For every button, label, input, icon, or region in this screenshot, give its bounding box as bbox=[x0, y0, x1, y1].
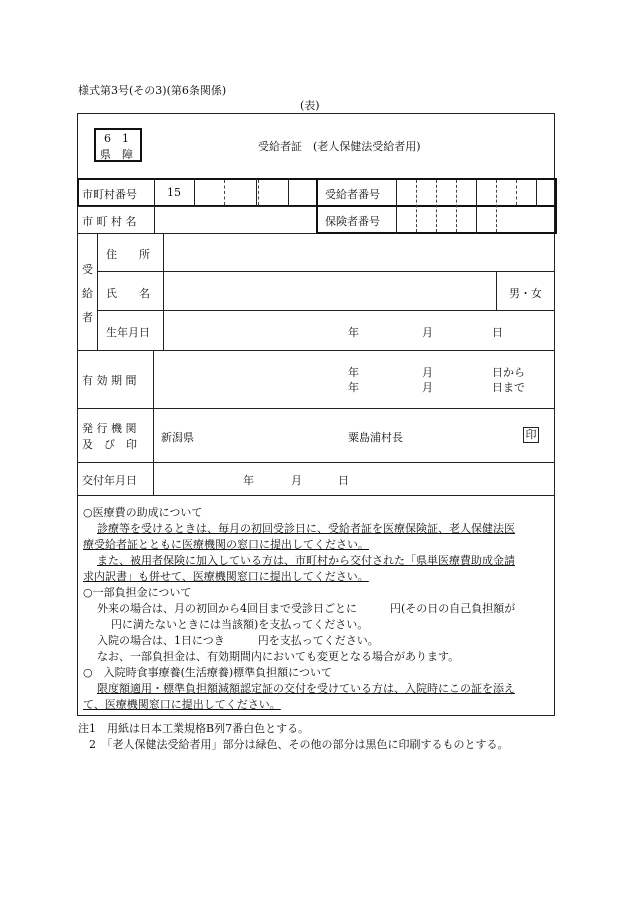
municipality-no-label: 市町村番号 bbox=[82, 188, 137, 201]
note-line: て、医療機関窓口に提出してください。 bbox=[83, 698, 281, 711]
issue-day: 日 bbox=[338, 474, 349, 487]
note-line: 入院の場合は、1日につき 円を支払ってください。 bbox=[97, 634, 379, 647]
divider bbox=[194, 178, 195, 207]
issue-month: 月 bbox=[291, 474, 302, 487]
valid-until-month: 月 bbox=[422, 381, 433, 394]
divider bbox=[476, 178, 477, 234]
note-line: 求内訳書」も併せて、医療機関窓口に提出してください。 bbox=[83, 570, 369, 583]
divider bbox=[97, 233, 98, 350]
birth-day: 日 bbox=[492, 326, 503, 339]
rule bbox=[97, 310, 555, 311]
birth-label: 生年月日 bbox=[106, 326, 150, 339]
note-line: 診療等を受けるときは、毎月の初回受診日に、受給者証を医療保険証、老人保健法医 bbox=[97, 522, 515, 535]
issuer-mayor: 粟島浦村長 bbox=[348, 431, 403, 444]
valid-from-year: 年 bbox=[348, 366, 359, 379]
note-line: ○ 入院時食事療養(生活療養)標準負担額について bbox=[83, 666, 332, 679]
code-line-1: 6 1 bbox=[104, 132, 129, 145]
recipient-label: 受 給 者 bbox=[82, 263, 93, 324]
sex-field: 男・女 bbox=[509, 287, 542, 300]
divider bbox=[516, 180, 517, 205]
face-label: (表) bbox=[300, 99, 320, 112]
valid-from-month: 月 bbox=[422, 366, 433, 379]
municipality-no-value: 15 bbox=[167, 186, 181, 199]
note-line: 療受給者証とともに医療機関の窓口に提出してください。 bbox=[83, 538, 369, 551]
notes-block bbox=[83, 505, 553, 713]
validity-label: 有 効 期 間 bbox=[82, 374, 137, 387]
issuer-label-1: 発 行 機 関 bbox=[82, 422, 137, 435]
rule bbox=[77, 462, 555, 463]
rule bbox=[97, 271, 555, 272]
divider bbox=[154, 178, 155, 234]
divider bbox=[436, 180, 437, 232]
note-line: また、被用者保険に加入している方は、市町村から交付された「県単医療費助成金請 bbox=[97, 554, 515, 567]
birth-year: 年 bbox=[348, 326, 359, 339]
footnote-2: 2 「老人保健法受給者用」部分は緑色、その他の部分は黒色に印刷するものとする。 bbox=[78, 738, 509, 751]
divider bbox=[536, 178, 537, 207]
valid-until-day: 日まで bbox=[492, 381, 525, 394]
divider bbox=[288, 178, 289, 207]
divider bbox=[163, 233, 164, 350]
municipality-name-label: 市 町 村 名 bbox=[82, 215, 137, 228]
divider bbox=[396, 178, 397, 234]
divider bbox=[256, 178, 257, 207]
divider bbox=[153, 350, 154, 495]
divider bbox=[456, 180, 457, 232]
birth-month: 月 bbox=[422, 326, 433, 339]
issue-date-label: 交付年月日 bbox=[82, 474, 137, 487]
footnote-1: 注1 用紙は日本工業規格B列7番白色とする。 bbox=[78, 722, 310, 735]
name-label: 氏 名 bbox=[106, 287, 150, 300]
valid-from-day: 日から bbox=[492, 366, 525, 379]
divider bbox=[496, 271, 497, 310]
note-line: 限度額適用・標準負担額減額認定証の交付を受けている方は、入院時にこの証を添え bbox=[97, 682, 515, 695]
issue-year: 年 bbox=[243, 474, 254, 487]
rule bbox=[77, 495, 555, 496]
note-line: 円に満たないときには当該額)を支払ってください。 bbox=[111, 618, 369, 631]
form-number: 様式第3号(その3)(第6条関係) bbox=[78, 84, 227, 97]
rule bbox=[77, 206, 317, 207]
divider bbox=[416, 180, 417, 232]
insurer-no-label: 保険者番号 bbox=[325, 215, 380, 228]
note-line: ○医療費の助成について bbox=[83, 506, 203, 519]
recipient-no-label: 受給者番号 bbox=[325, 188, 380, 201]
divider bbox=[224, 180, 225, 205]
issuer-prefecture: 新潟県 bbox=[161, 431, 194, 444]
code-line-2: 県 障 bbox=[100, 148, 133, 161]
certificate-title: 受給者証 (老人保健法受給者用) bbox=[258, 140, 421, 153]
note-line: なお、一部負担金は、有効期間内においても変更となる場合があります。 bbox=[97, 650, 460, 663]
note-line: 外来の場合は、月の初回から4回目まで受診日ごとに 円(その日の自己負担額が bbox=[97, 602, 516, 615]
valid-until-year: 年 bbox=[348, 381, 359, 394]
address-label: 住 所 bbox=[106, 248, 150, 261]
seal-mark: 印 bbox=[523, 427, 539, 443]
rule bbox=[77, 350, 555, 351]
rule bbox=[77, 408, 555, 409]
divider bbox=[258, 180, 259, 205]
divider bbox=[496, 180, 497, 232]
note-line: ○一部負担金について bbox=[83, 586, 192, 599]
issuer-label-2: 及 び 印 bbox=[82, 438, 137, 451]
